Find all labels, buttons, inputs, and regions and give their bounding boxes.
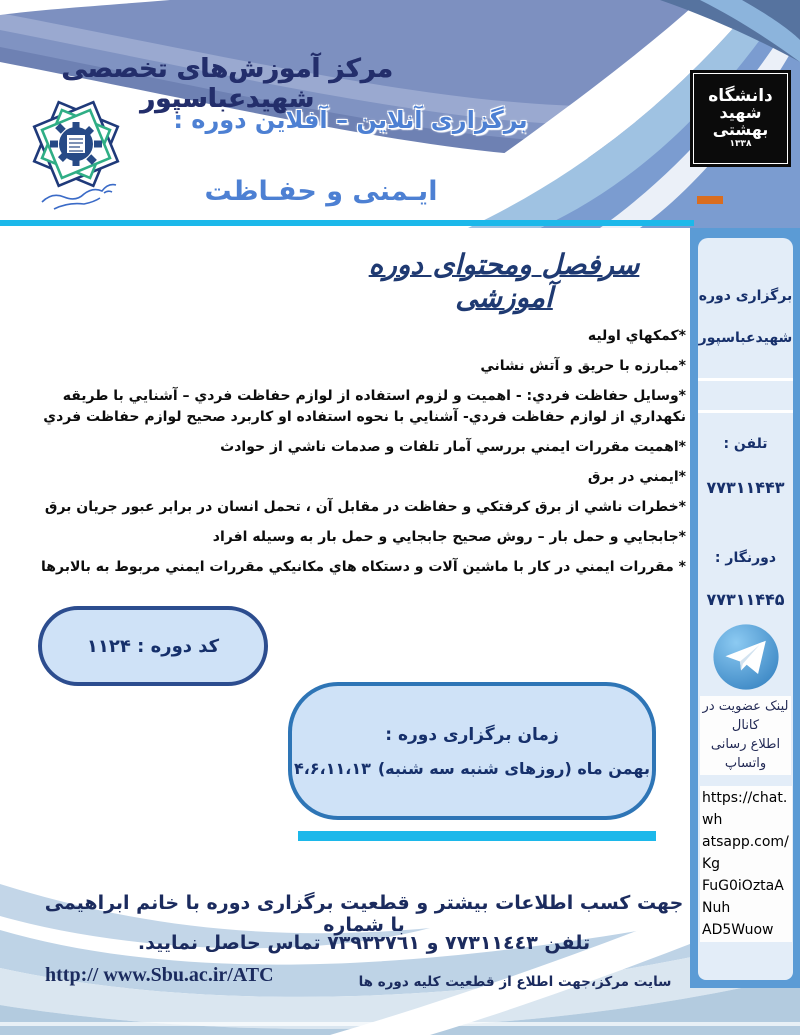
course-delivery-subtitle: برگزاری آنلاین – آفلاین دوره : [173,106,528,134]
university-logo-line1: دانشگاه [708,85,773,106]
section-title-text: سرفصل ومحتوای دوره آموزشی [368,248,640,314]
schedule-pill [288,682,656,820]
schedule-details: بهمن ماه (روزهای شنبه سه شنبه) [377,758,650,778]
fax-number: ۷۷۳۱۱۴۴۵ [706,590,785,609]
whatsapp-link[interactable] [700,786,792,942]
footer-info-line1: جهت کسب اطلاعات بیشتر و قطعیت برگزاری دوره با خانم ابراهیمی با شماره [44,892,684,936]
signature-scribble [42,185,116,209]
footer-info-line2: تلفن ٧٧٣١١٤٤٣ و ٧٣٩٣٢٧٦١ تماس حاصل نمایید. [137,932,591,954]
header-cyan-divider [0,220,694,226]
topic-item: *خطرات ناشي از برق كرفتكي و حفاظت در مقابل آن ، تحمل انسان در برابر عبور جريان برق [44,499,686,515]
training-center-emblem-icon [20,96,132,222]
schedule-cyan-underline [298,831,656,841]
center-website-link[interactable]: http:// www.Sbu.ac.ir/ATC [45,964,274,986]
orange-dash-decoration [697,196,723,204]
schedule-title: زمان برگزاری دوره : [385,724,559,745]
contact-sidebar [690,228,800,988]
course-code-label: کد دوره : ۱۱۲۴ [86,635,220,657]
whatsapp-link-line[interactable]: https://chat.wh [702,790,788,828]
topic-item: *اهميت مقررات ايمني بررسي آمار تلفات و صدمات ناشي از حوادث [220,439,686,455]
university-logo [690,70,791,167]
course-code-pill [38,606,268,686]
topic-item: *مبارزه با حريق و آتش نشاني [480,358,686,374]
whatsapp-link-line[interactable]: FuG0iOztaANuh [702,878,784,916]
university-logo-year: ۱۳۳۸ [729,138,752,149]
topic-item: *کمکهاي اوليه [587,328,686,344]
sidebar-org-line2: شهیدعباسپور [698,330,793,346]
fax-label: دورنگار : [714,550,777,566]
whatsapp-link-line[interactable]: AD5Wuow [702,922,774,938]
channel-join-line1: لینک عضویت در کانال [702,699,789,733]
channel-join-line2: اطلاع رسانی واتساپ [710,736,781,771]
phone-label: تلفن : [723,436,768,452]
section-title [318,248,690,314]
topic-item: * مقررات ايمني در كار با ماشين آلات و دستكاه هاي مكانيكي مقررات ايمني مربوط به بالابرها [41,559,686,575]
university-logo-line3: بهشتی [712,119,769,139]
org-title: مرکز آموزش‌های تخصصی شهیدعباسپور [61,54,393,114]
topics-list [20,326,686,587]
telegram-icon[interactable] [712,623,780,695]
schedule-dates: ۴،۶،۱۱،۱۳ [294,758,371,778]
university-logo-line2: شهید [719,103,762,123]
topic-item: *جابجايي و حمل بار – روش صحيح جابجايي و حمل بار به وسيله افراد [212,529,686,545]
topic-item: *ايمني در برق [587,469,686,485]
course-title: ایـمنی و حفـاظت [204,176,438,207]
whatsapp-link-line[interactable]: atsapp.com/Kg [702,834,789,872]
sidebar-divider [698,410,793,413]
contact-sidebar-panel [698,238,793,980]
topic-item: *وسايل حفاظت فردي: - اهميت و لزوم استفاده از لوازم حفاظت فردي – آشنايي با طريقه نكهداري از لوازم حفاظت فردي- آشنايي با نحوه استفاده او كاربرد صحيح لوازم حفاظت فردي [43,388,686,425]
sidebar-divider [698,378,793,381]
channel-join-text [700,696,791,775]
phone-number: ۷۷۳۱۱۴۴۳ [706,478,785,497]
schedule-dates-line [294,759,650,778]
footer-site-note: سایت مرکز،جهت اطلاع از قطعیت کلیه دوره ها [358,974,672,990]
sidebar-org-line1: برگزاری دوره [698,288,793,304]
